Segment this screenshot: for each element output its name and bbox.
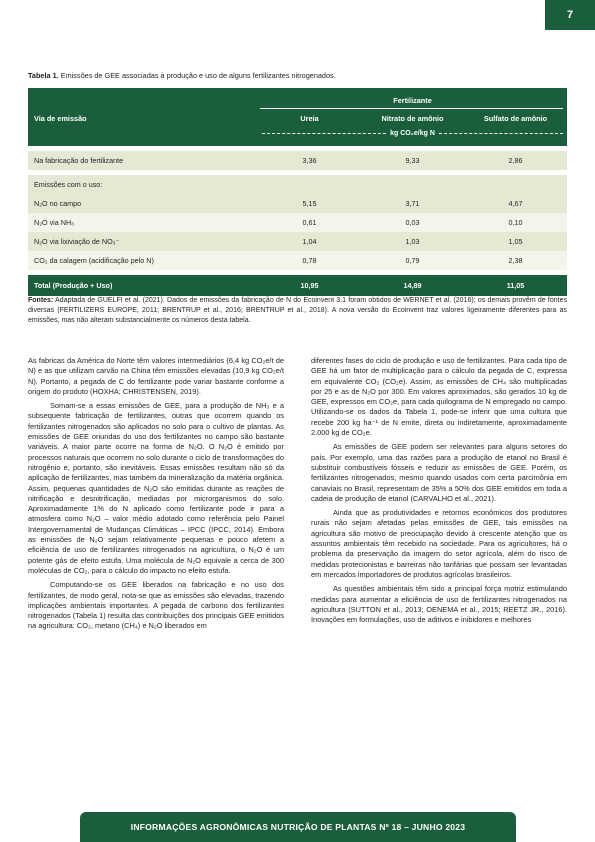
table-total-row (28, 275, 567, 296)
footer-banner: INFORMAÇÕES AGRONÔMICAS NUTRIÇÃO DE PLANTAS Nº 18 – JUNHO 2023 (80, 812, 516, 842)
cell: 1,03 (405, 237, 420, 246)
header-col-nitrato: Nitrato de amônio (381, 114, 444, 123)
body-column-right (311, 356, 567, 625)
table-row (28, 175, 567, 194)
total-cell: 14,89 (403, 281, 422, 290)
cell: 1,05 (508, 237, 523, 246)
table-header (28, 88, 567, 146)
cell: 3,71 (405, 199, 420, 208)
cell: 9,33 (405, 156, 420, 165)
cell: 0,10 (508, 218, 523, 227)
total-cell: 10,95 (300, 281, 319, 290)
table-sources (28, 296, 567, 327)
units-dash-left (262, 133, 386, 134)
row-label: CO₂ da calagem (acidificação pelo N) (34, 256, 154, 265)
row-label: N₂O via NH₃ (34, 218, 75, 227)
paragraph: Computando-se os GEE liberados na fabricação e no uso dos fertilizantes, de modo geral, nota-se que as emissões são elevadas, trazendo implicações ambientais importantes. A pegada de carbono dos fertilizantes nitrogenados (Tabela 1) resulta das contribuições dos principais GEE emitidos na agricultura: CO₂, metano (CH₄) e N₂O liberados em (28, 580, 284, 631)
cell: 0,79 (405, 256, 420, 265)
cell: 0,61 (302, 218, 317, 227)
header-col-ureia: Ureia (300, 114, 319, 123)
cell: 1,04 (302, 237, 317, 246)
cell: 5,15 (302, 199, 317, 208)
paragraph: Ainda que as produtividades e retornos econômicos dos produtores rurais não sejam afetadas pelas emissões de GEE, tais emissões na agricultura são motivo de preocupação devido à crescente atenção que os assuntos ambientais têm recebido na sociedade. Para os agricultores, há o problema da preservação da imagem do setor agrícola, além do risco de medidas protecionistas e barreiras não tarifárias que possam ser levantadas em mercados importadores de produtos agrícolas brasileiros. (311, 508, 567, 579)
cell: 2,86 (508, 156, 523, 165)
units-label: kg CO₂e/kg N (390, 130, 435, 137)
row-label: Na fabricação do fertilizante (34, 156, 124, 165)
row-label: N₂O via lixiviação de NO₃⁻ (34, 237, 120, 246)
paragraph: diferentes fases do ciclo de produção e uso de fertilizantes. Para cada tipo de GEE há um fator de multiplicação para o cálculo da pegada de C, expressa em equivalente CO₂ (CO₂e). Assim, as emissões de CH₄ são multiplicadas por 25 e as de N₂O por 300. Em valores aproximados, são gerados 10 kg de GEE, expressos em CO₂e, para cada quilograma de N empregado no campo. Utilizando-se os dados da Tabela 1, pode-se inferir que uma cultura que recebe 200 kg ha⁻¹ de N emite, direta ou indiretamente, aproximadamente 2.000 kg de CO₂e. (311, 356, 567, 438)
header-divider (260, 108, 563, 109)
table-row (28, 151, 567, 170)
table-caption-label: Tabela 1. (28, 71, 59, 80)
header-via: Via de emissão (34, 114, 87, 123)
cell: 4,67 (508, 199, 523, 208)
header-col-sulfato: Sulfato de amônio (483, 114, 548, 123)
paragraph: Somam-se a essas emissões de GEE, para a produção de NH₃ e a subsequente fabricação de fertilizantes, outras que ocorrem quando os fertilizantes nitrogenados são aplicados no solo para o cultivo de plantas. As emissões de GEE oriundas do uso dos fertilizantes no campo são bastante variáveis. A maior parte ocorre na forma de N₂O. O N₂O é emitido por processos naturais que ocorrem no solo durante o ciclo de transformações do nitrogênio e, portanto, são inevitáveis. Essas emissões resultam não só da aplicação de fertilizantes, mas também da mineralização da matéria orgânica. Assim, pequenas quantidades de N₂O são emitidas durante as reações de nitrificação e desnitrificação, mediadas por microrganismos do solo. Aproximadamente 1% do N aplicado como fertilizante pode ir para a atmosfera como N₂O – valor médio adotado como referência pelo Painel Intergovernamental de Mudanças Climáticas – IPCC (IPCC, 2014). Embora as emissões de N₂O sejam relativamente pequenas e pouco afetem a eficiência de uso de fertilizantes nitrogenados na agricultura, o N₂O é um potente gás de efeito estufa. Uma molécula de N₂O equivale a cerca de 300 moléculas de CO₂, para o cálculo do impacto no efeito estufa. (28, 401, 284, 575)
table-row (28, 194, 567, 213)
table-caption-text: Emissões de GEE associadas à produção e uso de alguns fertilizantes nitrogenados. (58, 71, 336, 80)
paragraph: As questões ambientais têm sido a principal força motriz estimulando medidas para aumentar a eficiência de uso de fertilizantes nitrogenados na agricultura (SUTTON et al., 2013; OENEMA et al., 2015; REETZ JR., 2016). Inovações em formulações, uso de aditivos e inibidores e melhores (311, 584, 567, 625)
row-label: Emissões com o uso: (34, 180, 103, 189)
table-caption (28, 71, 336, 80)
emissions-table (28, 88, 567, 296)
table-row (28, 251, 567, 270)
total-cell: 11,05 (506, 281, 525, 290)
total-label: Total (Produção + Uso) (34, 281, 113, 290)
cell: 0,78 (302, 256, 317, 265)
table-row (28, 232, 567, 251)
header-fertilizante: Fertilizante (393, 96, 432, 105)
page-number: 7 (545, 0, 595, 30)
paragraph: As emissões de GEE podem ser relevantes para alguns setores do país. Por exemplo, uma das razões para a produção de etanol no Brasil é substituir combustíveis fósseis e reduzir as emissões de GEE. Porém, os fertilizantes nitrogenados, mesmo quando usados com certa parcimônia em canaviais no Brasil, representam de 35% a 50% dos GEE emitidos em toda a cadeia de produção de etanol (CARVALHO et al., 2021). (311, 442, 567, 503)
units-dash-right (439, 133, 563, 134)
cell: 2,38 (508, 256, 523, 265)
sources-label: Fontes: (28, 297, 54, 304)
header-units (258, 130, 567, 137)
table-row (28, 213, 567, 232)
sources-text: Adaptada de GUELFI et al. (2021). Dados de emissões da fabricação de N do Ecoinvent 3.1 foram obtidos de WERNET et al. (2016); os demais provêm de fontes diversas (FERTILIZERS EUROPE, 2011; BRENTRUP et al., 2016; BRENTRUP et al., 2018). A nova versão do Ecoinvent traz valores ligeiramente diferentes para as emissões, mas não alteram substancialmente os números desta tabela. (28, 297, 567, 325)
cell: 3,36 (302, 156, 317, 165)
paragraph: As fabricas da América do Norte têm valores intermediários (6,4 kg CO₂e/t de N) e as que utilizam carvão na China têm emissões elevadas (10,9 kg CO₂e/t N). Portanto, a pegada de C do fertilizante pode variar bastante conforme a origem do produto (HOXHA; CHRISTENSEN, 2019). (28, 356, 284, 396)
row-label: N₂O no campo (34, 199, 82, 208)
body-column-left (28, 356, 284, 632)
cell: 0,03 (405, 218, 420, 227)
